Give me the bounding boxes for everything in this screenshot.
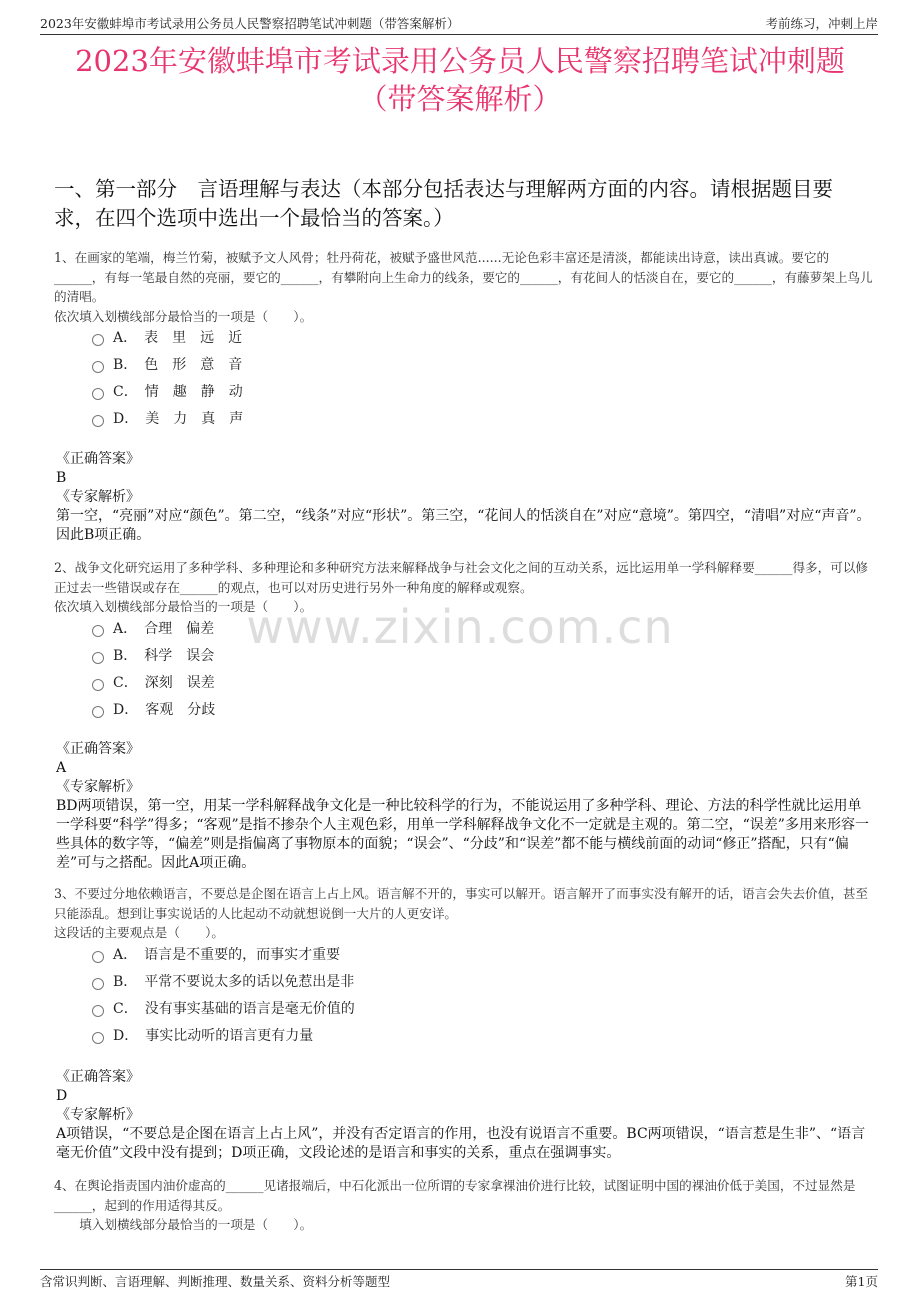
question-prompt: 依次填入划横线部分最恰当的一项是（ ）。 <box>54 599 313 614</box>
radio-icon[interactable] <box>92 706 104 718</box>
option-b[interactable] <box>92 967 355 994</box>
option-label: D． 事实比动听的语言更有力量 <box>113 1027 314 1044</box>
option-label: B． 平常不要说太多的话以免惹出是非 <box>113 973 355 990</box>
option-label: D． 客观 分歧 <box>113 701 216 718</box>
question-1-answer <box>56 450 874 545</box>
option-a[interactable] <box>92 323 243 350</box>
answer-label: 《正确答案》 <box>56 1069 140 1085</box>
question-3 <box>54 884 874 943</box>
question-stem: 1、在画家的笔端，梅兰竹菊，被赋予文人风骨；牡丹荷花，被赋予盛世风范......无论色彩丰富还是清淡，都能读出诗意，读出真诚。要它的______，有每一笔最自然的亮丽，要它的______，有攀附向上生命力的线条，要它的______，有花间人的恬淡自在，要它的______，有藤萝架上鸟儿的清唱。 <box>54 250 873 304</box>
page-number: 第1页 <box>845 1274 878 1289</box>
header-slogan: 考前练习，冲刺上岸 <box>765 16 878 31</box>
option-a[interactable] <box>92 940 355 967</box>
radio-icon[interactable] <box>92 679 104 691</box>
title-line-1: 2023年安徽蚌埠市考试录用公务员人民警察招聘笔试冲刺题 <box>75 44 845 78</box>
radio-icon[interactable] <box>92 334 104 346</box>
option-label: A． 语言是不重要的，而事实才重要 <box>113 946 341 963</box>
option-d[interactable] <box>92 404 243 431</box>
question-1 <box>54 248 874 326</box>
question-1-options <box>92 323 243 431</box>
question-3-options <box>92 940 355 1048</box>
analysis-text: A项错误，“不要总是企图在语言上占上风”，并没有否定语言的作用，也没有说语言不重要。BC两项错误，“语言惹是生非”、“语言毫无价值”文段中没有提到；D项正确，文段论述的是语言和事实的关系，重点在强调事实。 <box>56 1126 866 1161</box>
title-line-2: （带答案解析） <box>358 82 562 116</box>
radio-icon[interactable] <box>92 361 104 373</box>
radio-icon[interactable] <box>92 978 104 990</box>
analysis-text: 第一空，“亮丽”对应“颜色”。第二空，“线条”对应“形状”。第三空，“花间人的恬淡自在”对应“意境”。第四空，“清唱”对应“声音”。因此B项正确。 <box>56 508 871 543</box>
answer-label: 《正确答案》 <box>56 741 140 757</box>
option-b[interactable] <box>92 350 243 377</box>
question-2-answer <box>56 740 874 873</box>
option-d[interactable] <box>92 695 215 722</box>
analysis-label: 《专家解析》 <box>56 779 140 795</box>
page-footer <box>40 1269 878 1290</box>
option-label: B． 科学 误会 <box>113 647 215 664</box>
watermark: www.zixin.com.cn <box>246 600 674 654</box>
option-label: A． 合理 偏差 <box>113 620 215 637</box>
option-c[interactable] <box>92 994 355 1021</box>
answer-value: D <box>56 1088 68 1104</box>
option-label: D． 美 力 真 声 <box>113 410 244 427</box>
question-4 <box>54 1176 874 1235</box>
question-stem: 3、不要过分地依赖语言，不要总是企图在语言上占上风。语言解不开的，事实可以解开。语言解开了而事实没有解开的话，语言会失去价值，甚至只能添乱。想到让事实说话的人比起动不动就想说倒一大片的人更安详。 <box>54 886 869 921</box>
option-label: C． 没有事实基础的语言是毫无价值的 <box>113 1000 355 1017</box>
option-c[interactable] <box>92 377 243 404</box>
footer-topics: 含常识判断、言语理解、判断推理、数量关系、资料分析等题型 <box>40 1274 391 1289</box>
radio-icon[interactable] <box>92 1005 104 1017</box>
radio-icon[interactable] <box>92 1032 104 1044</box>
analysis-text: BD两项错误，第一空，用某一学科解释战争文化是一种比较科学的行为，不能说运用了多种学科、理论、方法的科学性就比运用单一学科要“科学”得多；“客观”是指不掺杂个人主观色彩，用单一学科解释战争文化不一定就是主观的。第二空，“误差”多用来形容一些具体的数字等，“偏差”则是指偏离了事物原本的面貌；“误会”、“分歧”和“误差”都不能与横线前面的动词“修正”搭配，只有“偏差”可与之搭配。因此A项正确。 <box>56 798 869 871</box>
answer-value: B <box>56 470 67 486</box>
analysis-label: 《专家解析》 <box>56 1107 140 1123</box>
section-heading: 一、第一部分 言语理解与表达（本部分包括表达与理解两方面的内容。请根据题目要求，在四个选项中选出一个最恰当的答案。） <box>54 177 833 230</box>
option-label: C． 情 趣 静 动 <box>113 383 243 400</box>
question-stem: 4、在舆论指责国内油价虚高的______见诸报端后，中石化派出一位所谓的专家拿裸油价进行比较，试图证明中国的裸油价低于美国，不过显然是______，起到的作用适得其反。 <box>54 1178 856 1213</box>
question-prompt: 依次填入划横线部分最恰当的一项是（ ）。 <box>54 308 313 324</box>
radio-icon[interactable] <box>92 951 104 963</box>
radio-icon[interactable] <box>92 388 104 400</box>
page-header <box>40 10 878 35</box>
option-d[interactable] <box>92 1021 355 1048</box>
analysis-label: 《专家解析》 <box>56 489 140 505</box>
question-3-answer <box>56 1068 874 1163</box>
option-label: A． 表 里 远 近 <box>113 329 243 346</box>
answer-label: 《正确答案》 <box>56 451 140 467</box>
option-label: B． 色 形 意 音 <box>113 356 243 373</box>
radio-icon[interactable] <box>92 415 104 427</box>
page-title <box>40 42 880 118</box>
option-label: C． 深刻 误差 <box>113 674 215 691</box>
header-title: 2023年安徽蚌埠市考试录用公务员人民警察招聘笔试冲刺题（带答案解析） <box>40 16 460 31</box>
option-c[interactable] <box>92 668 215 695</box>
question-stem: 2、战争文化研究运用了多种学科、多种理论和多种研究方法来解释战争与社会文化之间的互动关系，远比运用单一学科解释要______得多，可以修正过去一些错误或存在______的观点，也可以对历史进行另外一种角度的解释或观察。 <box>54 560 869 595</box>
question-prompt: 填入划横线部分最恰当的一项是（ ）。 <box>54 1217 313 1232</box>
answer-value: A <box>56 760 67 776</box>
question-prompt: 这段话的主要观点是（ ）。 <box>54 925 225 940</box>
